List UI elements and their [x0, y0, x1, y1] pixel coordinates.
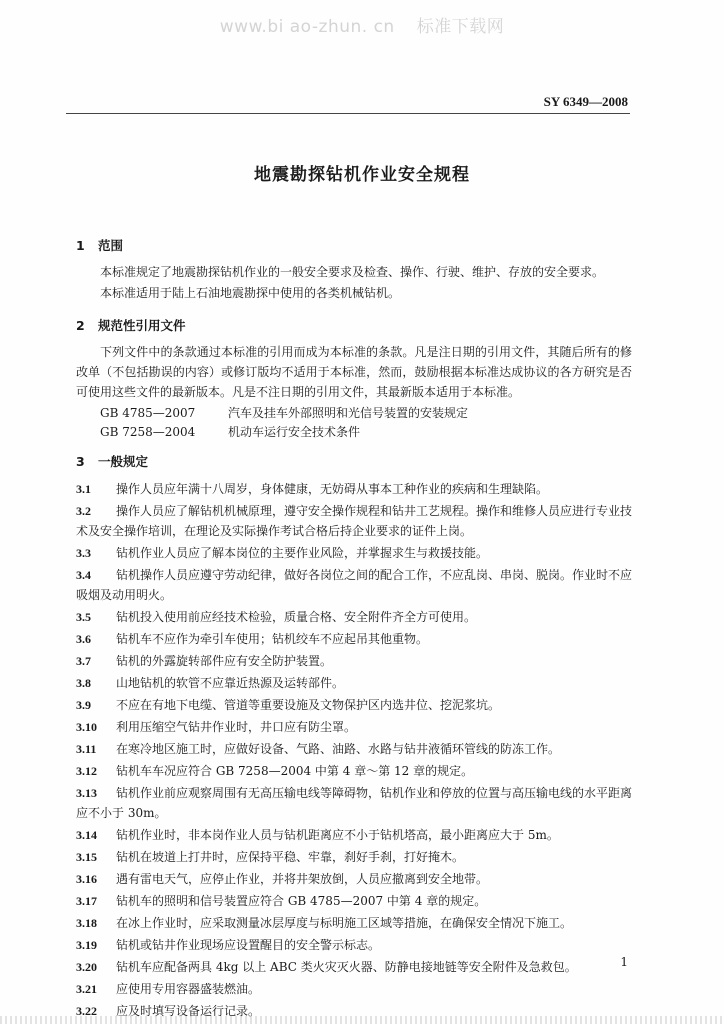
section-number: 3: [76, 454, 85, 469]
clause-text: 在寒冷地区施工时，应做好设备、气路、油路、水路与钻井液循环管线的防冻工作。: [116, 742, 561, 756]
clause-text: 利用压缩空气钻井作业时，井口应有防尘罩。: [116, 720, 357, 734]
clause-3-14: [76, 825, 632, 845]
clause-number: 3.22: [76, 1004, 97, 1018]
clause-3-7: [76, 651, 632, 671]
clause-text: 钻机车车况应符合 GB 7258—2004 中第 4 章～第 12 章的规定。: [116, 764, 474, 778]
section-title: 一般规定: [98, 454, 149, 469]
clause-number: 3.14: [76, 828, 97, 842]
clause-3-2: [76, 501, 632, 541]
clause-text: 在冰上作业时，应采取测量冰层厚度与标明施工区域等措施，在确保安全情况下施工。: [116, 916, 573, 930]
clause-number: 3.15: [76, 850, 97, 864]
watermark-site: 标准下载网: [416, 17, 505, 37]
clause-text: 遇有雷电天气，应停止作业，并将井架放倒，人员应撤离到安全地带。: [116, 872, 489, 886]
clause-number: 3.7: [76, 654, 91, 668]
clause-3-16: [76, 869, 632, 889]
section-title: 范围: [98, 238, 124, 253]
clause-text: 不应在有地下电缆、管道等重要设施及文物保护区内选井位、挖泥浆坑。: [116, 698, 501, 712]
clause-number: 3.2: [76, 504, 91, 518]
clause-text: 操作人员应了解钻机机械原理，遵守安全操作规程和钻井工艺规程。操作和维修人员应进行专业技术及安全操作培训，在理论及实际操作考试合格后持企业要求的证件上岗。: [76, 504, 633, 538]
clause-3-1: [76, 479, 632, 499]
clause-text: 钻机车不应作为牵引车使用；钻机绞车不应起吊其他重物。: [116, 632, 429, 646]
page-number: 1: [620, 955, 628, 969]
clause-3-10: [76, 717, 632, 737]
clause-number: 3.10: [76, 720, 97, 734]
clause-text: 应及时填写设备运行记录。: [116, 1004, 261, 1018]
section-3-heading: [76, 452, 148, 470]
clause-text: 钻机投入使用前应经技术检验，质量合格、安全附件齐全方可使用。: [116, 610, 477, 624]
section-number: 2: [76, 318, 85, 333]
clause-text: 山地钻机的软管不应靠近热源及运转部件。: [116, 676, 345, 690]
clause-number: 3.4: [76, 568, 91, 582]
clause-number: 3.8: [76, 676, 91, 690]
clause-3-20: [76, 957, 632, 977]
section-number: 1: [76, 238, 85, 253]
clause-3-5: [76, 607, 632, 627]
document-title: 地震勘探钻机作业安全规程: [254, 165, 470, 185]
clause-3-13: [76, 783, 632, 823]
clause-3-4: [76, 565, 632, 605]
clause-text: 钻机在坡道上打井时，应保持平稳、牢靠，刹好手刹，打好掩木。: [116, 850, 465, 864]
section-2-heading: [76, 316, 186, 334]
clause-number: 3.18: [76, 916, 97, 930]
clause-text: 钻机或钻井作业现场应设置醒目的安全警示标志。: [116, 938, 381, 952]
clause-text: 钻机作业人员应了解本岗位的主要作业风险，并掌握求生与救援技能。: [116, 546, 489, 560]
clause-number: 3.6: [76, 632, 91, 646]
reference-title: 汽车及挂车外部照明和光信号装置的安装规定: [228, 406, 469, 420]
reference-title: 机动车运行安全技术条件: [228, 425, 361, 439]
section-1-paragraph-2: 本标准适用于陆上石油地震勘探中使用的各类机械钻机。: [100, 286, 401, 300]
clause-3-21: [76, 979, 632, 999]
reference-item: [100, 423, 360, 440]
reference-item: [100, 404, 468, 421]
scan-edge-artifact: [0, 1016, 724, 1024]
clause-3-6: [76, 629, 632, 649]
clause-number: 3.13: [76, 786, 97, 800]
clause-text: 钻机的外露旋转部件应有安全防护装置。: [116, 654, 333, 668]
reference-code: GB 4785—2007: [100, 406, 196, 420]
clause-3-11: [76, 739, 632, 759]
watermark: [0, 12, 724, 37]
standard-code: SY 6349—2008: [543, 94, 628, 109]
clause-list: [76, 479, 632, 1023]
clause-3-8: [76, 673, 632, 693]
clause-text: 钻机作业前应观察周围有无高压输电线等障碍物，钻机作业和停放的位置与高压输电线的水平距离应不小于 30m。: [76, 786, 633, 820]
clause-3-17: [76, 891, 632, 911]
section-1-paragraph-1: 本标准规定了地震勘探钻机作业的一般安全要求及检查、操作、行驶、维护、存放的安全要求。: [100, 265, 605, 279]
section-title: 规范性引用文件: [98, 318, 186, 333]
clause-number: 3.3: [76, 546, 91, 560]
clause-text: 钻机车应配备两具 4kg 以上 ABC 类火灾灭火器、防静电接地链等安全附件及急救包。: [116, 960, 577, 974]
clause-number: 3.21: [76, 982, 97, 996]
clause-3-15: [76, 847, 632, 867]
clause-text: 钻机作业时，非本岗作业人员与钻机距离应不小于钻机塔高，最小距离应大于 5m。: [116, 828, 559, 842]
clause-number: 3.12: [76, 764, 97, 778]
clause-number: 3.17: [76, 894, 97, 908]
reference-code: GB 7258—2004: [100, 425, 196, 439]
clause-3-19: [76, 935, 632, 955]
clause-number: 3.9: [76, 698, 91, 712]
clause-text: 钻机车的照明和信号装置应符合 GB 4785—2007 中第 4 章的规定。: [116, 894, 487, 908]
clause-3-3: [76, 543, 632, 563]
clause-number: 3.16: [76, 872, 97, 886]
section-2-intro: 下列文件中的条款通过本标准的引用而成为本标准的条款。凡是注日期的引用文件，其随后所有的修改单（不包括勘误的内容）或修订版均不适用于本标准，然而，鼓励根据本标准达成协议的各方研究是否可使用这些文件的最新版本。凡是不注日期的引用文件，其最新版本适用于本标准。: [76, 345, 632, 399]
clause-text: 钻机操作人员应遵守劳动纪律，做好各岗位之间的配合工作，不应乱岗、串岗、脱岗。作业时不应吸烟及动用明火。: [76, 568, 633, 602]
watermark-url: www.bi ao-zhun. cn: [219, 17, 395, 37]
section-1-heading: [76, 236, 123, 254]
clause-text: 应使用专用容器盛装燃油。: [116, 982, 261, 996]
clause-3-18: [76, 913, 632, 933]
clause-number: 3.5: [76, 610, 91, 624]
clause-3-9: [76, 695, 632, 715]
clause-number: 3.1: [76, 482, 91, 496]
clause-number: 3.11: [76, 742, 97, 756]
clause-number: 3.20: [76, 960, 97, 974]
header-divider: [66, 113, 630, 114]
clause-3-12: [76, 761, 632, 781]
clause-text: 操作人员应年满十八周岁，身体健康，无妨碍从事本工种作业的疾病和生理缺陷。: [116, 482, 549, 496]
clause-number: 3.19: [76, 938, 97, 952]
